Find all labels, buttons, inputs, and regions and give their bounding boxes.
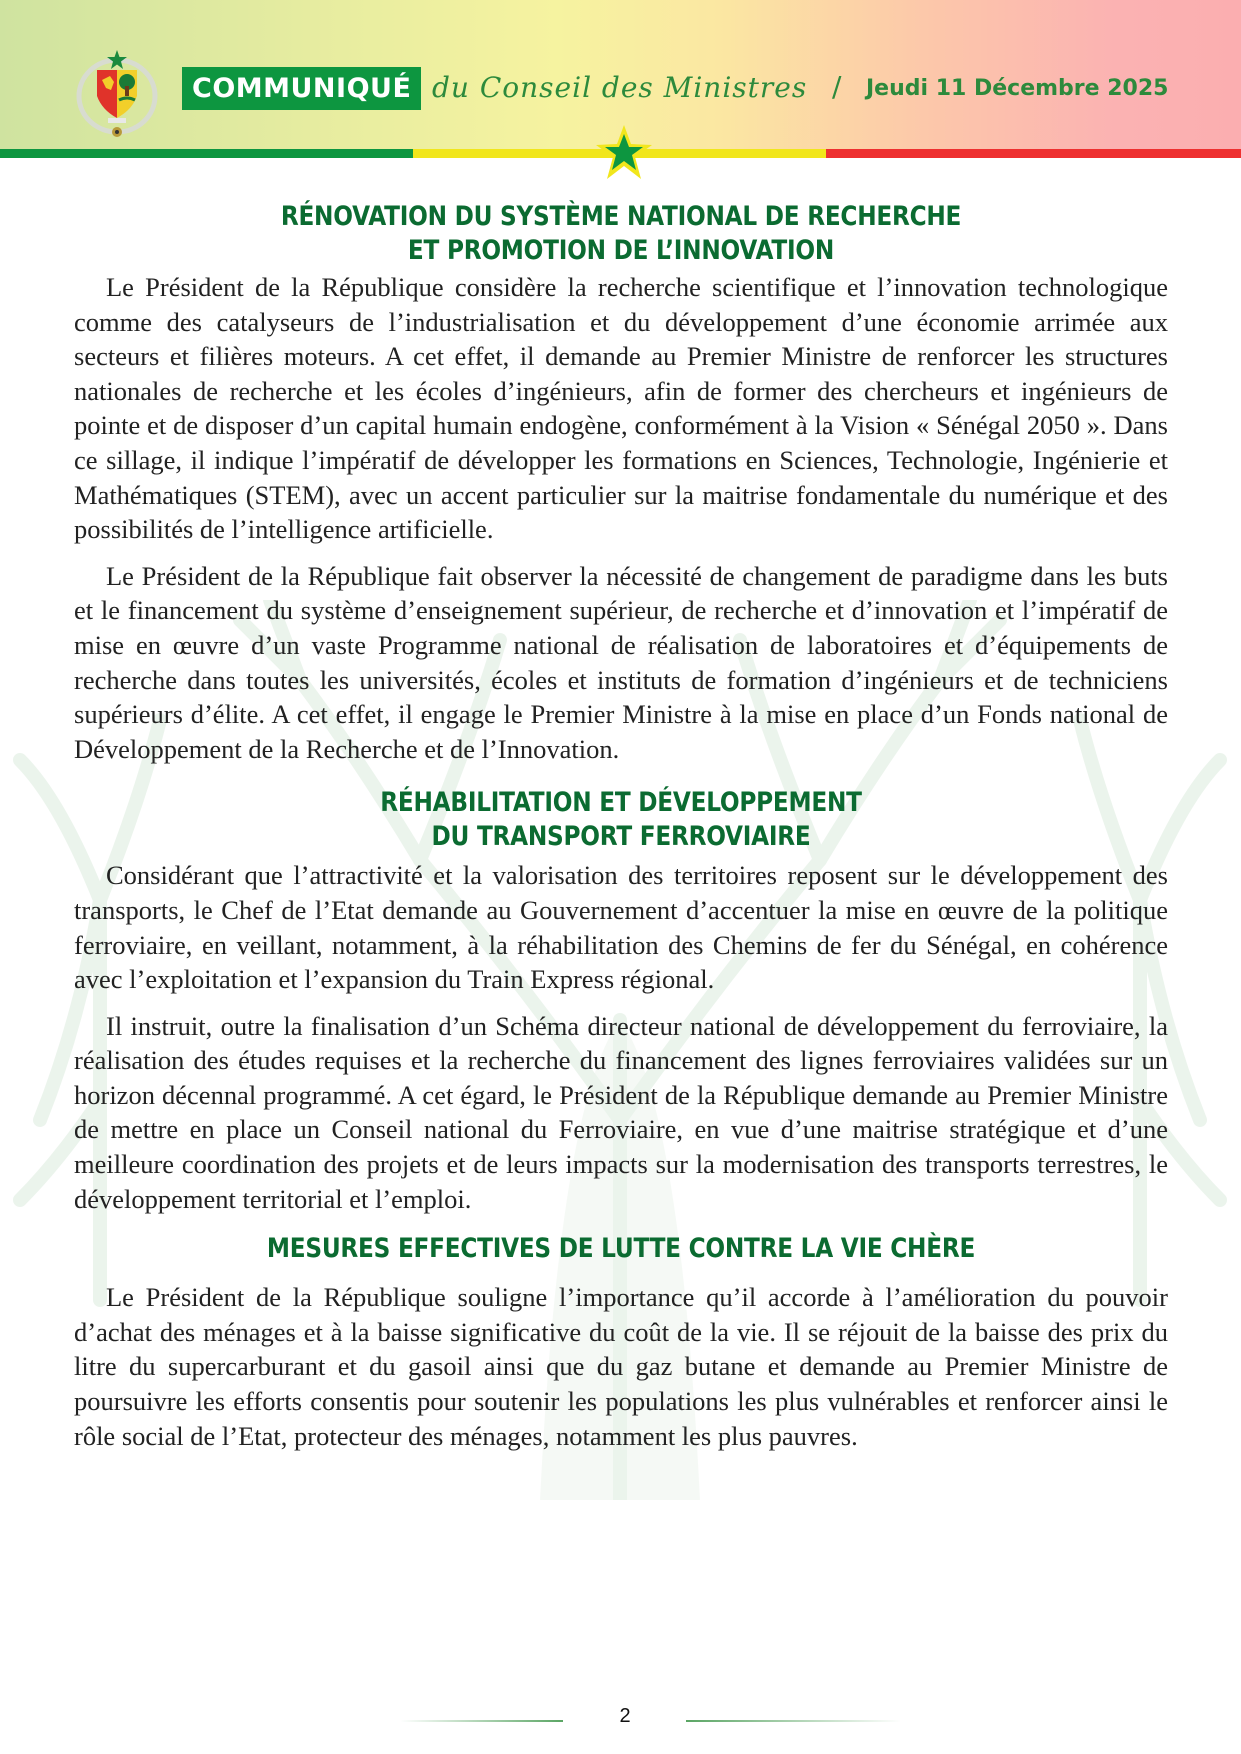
paragraph: Le Président de la République considère la recherche scientifique et l’innovation technologique comme des catalyseurs de l’industrialisation et du développement d’une économie arrimée aux secteurs et filières moteurs. A cet effet, il demande au Premier Ministre de renforcer les structures nationales de recherche et les écoles d’ingénieurs, afin de former des chercheurs et ingénieurs de pointe et de disposer d’un capital humain endogène, conformément à la Vision « Sénégal 2050 ». Dans ce sillage, il indique l’impératif de développer les formations en Sciences, Technologie, Ingénierie et Mathématiques (STEM), avec un accent particulier sur la maitrise fondamentale du numérique et des possibilités de l’intelligence artificielle.: [74, 272, 1168, 545]
document-body: [74, 200, 1168, 1453]
section-research: [74, 200, 1168, 766]
section-title-line: DU TRANSPORT FERROVIAIRE: [431, 821, 811, 853]
paragraph: Le Président de la République fait observer la nécessité de changement de paradigme dans les buts et le financement du système d’enseignement supérieur, de recherche et d’innovation et l’impératif de mise en œuvre d’un vaste Programme national de réalisation de laboratoires et d’équipements de recherche dans toutes les universités, écoles et instituts de formation d’ingénieurs et de techniciens supérieurs d’élite. A cet effet, il engage le Premier Ministre à la mise en place d’un Fonds national de Développement de la Recherche et de l’Innovation.: [74, 560, 1168, 764]
section-title: [151, 1232, 1092, 1266]
footer-divider-left: [400, 1720, 563, 1722]
paragraph: Considérant que l’attractivité et la valorisation des territoires reposent sur le développement des transports, le Chef de l’Etat demande au Gouvernement d’accentuer la mise en œuvre de la politique ferroviaire, en veillant, notamment, à la réhabilitation des Chemins de fer du Sénégal, en cohérence avec l’exploitation et l’expansion du Train Express régional.: [74, 860, 1168, 995]
coat-of-arms-icon: [72, 48, 162, 140]
paragraph: Le Président de la République souligne l’importance qu’il accorde à l’amélioration du pouvoir d’achat des ménages et à la baisse significative du coût de la vie. Il se réjouit de la baisse des prix du litre du supercarburant et du gasoil ainsi que du gaz butane et demande au Premier Ministre de poursuivre les efforts consentis pour soutenir les populations les plus vulnérables et renforcer ainsi le rôle social de l’Etat, protecteur des ménages, notamment les plus pauvres.: [74, 1282, 1168, 1451]
section-cost-of-living: [74, 1232, 1168, 1453]
header-separator: /: [832, 70, 842, 103]
section-railway: [74, 786, 1168, 1216]
page-number: 2: [619, 1705, 631, 1727]
footer-divider-right: [686, 1720, 901, 1722]
section-title-line: RÉNOVATION DU SYSTÈME NATIONAL DE RECHERCHE: [280, 201, 962, 232]
section-title-line: MESURES EFFECTIVES DE LUTTE CONTRE LA VIE CHÈRE: [266, 1233, 976, 1265]
section-title: [151, 786, 1092, 854]
section-title: [151, 200, 1092, 268]
paragraph: Il instruit, outre la finalisation d’un Schéma directeur national de développement du ferroviaire, la réalisation des études requises et la recherche du financement des lignes ferroviaires validées sur un horizon décennal programmé. A cet égard, le Président de la République demande au Premier Ministre de mettre en place un Conseil national du Ferroviaire, en vue d’une maitrise stratégique et d’une meilleure coordination des projets et de leurs impacts sur la modernisation des transports terrestres, le développement territorial et l’emploi.: [74, 1010, 1168, 1214]
star-icon: [595, 125, 653, 180]
flag-stripe-green: [0, 149, 413, 158]
section-title-line: RÉHABILITATION ET DÉVELOPPEMENT: [380, 787, 862, 819]
section-title-line: ET PROMOTION DE L’INNOVATION: [407, 235, 835, 266]
flag-stripe-red: [826, 149, 1241, 158]
page-footer: [0, 1692, 1241, 1732]
header-subtitle: du Conseil des Ministres: [432, 71, 808, 104]
header-date: Jeudi 11 Décembre 2025: [866, 76, 1169, 101]
communique-badge: COMMUNIQUÉ: [182, 67, 421, 110]
